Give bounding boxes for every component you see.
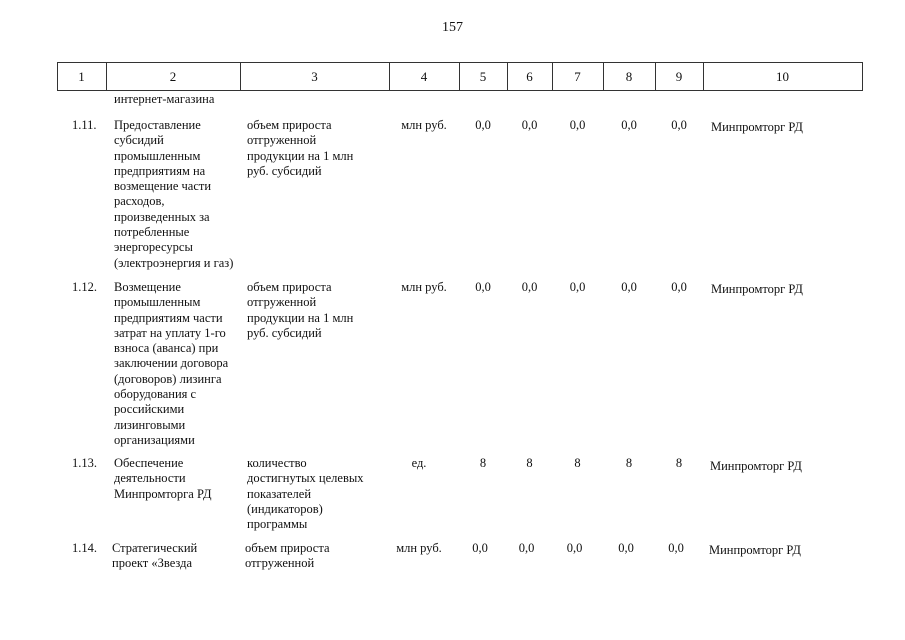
row-description <box>114 280 246 448</box>
description-line: оборудования с <box>114 387 197 402</box>
row-id: 1.12. <box>72 280 97 294</box>
row-executor: Минпромторг РД <box>710 459 802 473</box>
description-line: промышленным <box>114 295 201 310</box>
description-line: российскими <box>114 402 185 417</box>
row-unit: млн руб. <box>401 118 447 132</box>
header-col-8: 8 <box>625 69 633 84</box>
row-unit: млн руб. <box>396 541 442 555</box>
description-line: проект «Звезда <box>112 556 193 571</box>
indicator-line: продукции на 1 млн <box>247 310 354 325</box>
row-value-5: 0,0 <box>475 118 491 132</box>
description-line: произведенных за <box>114 209 210 224</box>
header-col-6: 6 <box>526 69 533 84</box>
header-col-9: 9 <box>675 69 683 84</box>
row-value-6: 0,0 <box>521 118 538 132</box>
description-line: затрат на уплату 1-го <box>114 325 226 340</box>
description-line: возмещение части <box>114 179 212 194</box>
description-line: взноса (аванса) при <box>114 341 219 356</box>
description-line: Минпромторга РД <box>114 486 212 501</box>
description-line: деятельности <box>114 471 186 486</box>
header-col-3: 3 <box>311 69 318 84</box>
header-col-7: 7 <box>574 69 581 84</box>
description-line: лизинговыми <box>114 417 186 432</box>
description-line: энергоресурсы <box>114 240 193 255</box>
description-line: Обеспечение <box>114 456 184 470</box>
indicator-line: достигнутых целевых <box>247 471 364 486</box>
row-indicator <box>247 118 387 179</box>
row-indicator <box>247 280 387 341</box>
description-line: предприятиям на <box>114 163 206 178</box>
header-col-10: 10 <box>776 69 789 84</box>
indicator-line: продукции на 1 млн <box>247 148 354 163</box>
row-value-7: 0,0 <box>569 280 586 294</box>
row-id: 1.14. <box>72 541 97 555</box>
row-description <box>114 456 246 502</box>
row-value-7: 0,0 <box>566 541 583 555</box>
header-col-2: 2 <box>169 69 177 84</box>
description-line: (договоров) лизинга <box>114 371 222 386</box>
continuation-text: интернет-магазина <box>114 92 215 106</box>
row-value-7: 0,0 <box>569 118 586 132</box>
description-line: Возмещение <box>114 280 181 294</box>
indicator-line: отгруженной <box>245 556 315 571</box>
header-col-1: 1 <box>78 69 85 84</box>
header-col-5: 5 <box>479 69 487 84</box>
row-value-8: 0,0 <box>621 118 637 132</box>
description-line: расходов, <box>114 194 165 209</box>
indicator-line: объем прироста <box>247 280 332 294</box>
indicator-line: объем прироста <box>245 541 330 555</box>
indicator-line: объем прироста <box>247 118 332 132</box>
row-unit: ед. <box>411 456 427 470</box>
description-line: предприятиям части <box>114 310 223 325</box>
row-value-9: 8 <box>675 456 683 470</box>
indicator-line: (индикаторов) <box>247 501 323 516</box>
row-indicator <box>247 456 387 532</box>
row-value-5: 0,0 <box>475 280 491 294</box>
indicator-line: программы <box>247 517 308 532</box>
row-value-5: 8 <box>479 456 487 470</box>
row-value-8: 0,0 <box>618 541 634 555</box>
description-line: организациями <box>114 432 195 447</box>
row-value-8: 8 <box>625 456 633 470</box>
row-value-9: 0,0 <box>671 118 687 132</box>
row-executor: Минпромторг РД <box>711 120 803 134</box>
row-id: 1.11. <box>72 118 97 132</box>
row-value-9: 0,0 <box>671 280 687 294</box>
row-value-6: 0,0 <box>521 280 538 294</box>
row-value-9: 0,0 <box>668 541 684 555</box>
description-line: заключении договора <box>114 356 229 371</box>
indicator-line: количество <box>247 456 307 470</box>
row-value-5: 0,0 <box>472 541 488 555</box>
row-description <box>112 541 244 572</box>
row-value-7: 8 <box>574 456 581 470</box>
row-executor: Минпромторг РД <box>711 282 803 296</box>
row-value-6: 0,0 <box>518 541 535 555</box>
row-indicator <box>245 541 385 572</box>
row-value-6: 8 <box>526 456 533 470</box>
row-executor: Минпромторг РД <box>709 543 801 557</box>
indicator-line: отгруженной <box>247 133 317 148</box>
description-line: (электроэнергия и газ) <box>114 255 234 270</box>
header-col-4: 4 <box>420 69 428 84</box>
page-number: 157 <box>442 20 463 35</box>
description-line: субсидий <box>114 133 164 148</box>
description-line: промышленным <box>114 148 201 163</box>
row-description <box>114 118 246 271</box>
row-value-8: 0,0 <box>621 280 637 294</box>
description-line: Стратегический <box>112 541 198 555</box>
row-id: 1.13. <box>72 456 97 470</box>
row-unit: млн руб. <box>401 280 447 294</box>
description-line: потребленные <box>114 225 190 240</box>
indicator-line: руб. субсидий <box>247 325 322 340</box>
indicator-line: руб. субсидий <box>247 163 322 178</box>
table-header <box>57 62 863 91</box>
indicator-line: показателей <box>247 486 312 501</box>
description-line: Предоставление <box>114 118 201 132</box>
indicator-line: отгруженной <box>247 295 317 310</box>
